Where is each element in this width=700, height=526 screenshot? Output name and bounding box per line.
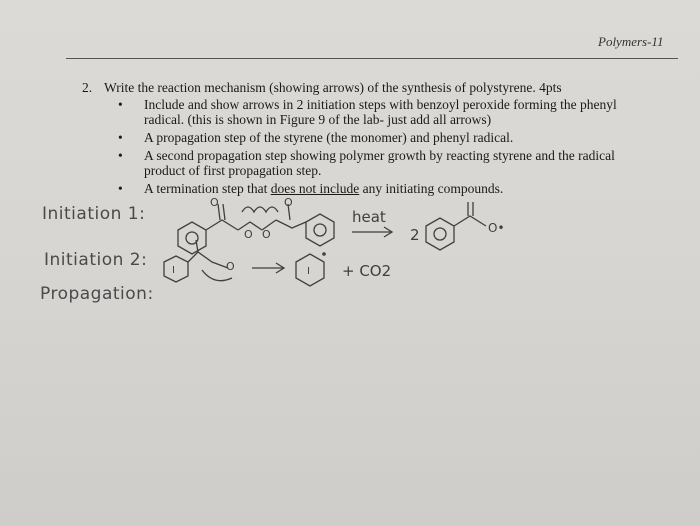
heat-arrow xyxy=(352,227,392,237)
bullet-dot: • xyxy=(118,181,123,196)
initiation-2-label: Initiation 2: xyxy=(44,250,148,270)
bullet-dot: • xyxy=(118,130,123,145)
ring-label: I xyxy=(172,265,175,276)
question-text: Write the reaction mechanism (showing arrows) of the synthesis of polystyrene. 4pts xyxy=(104,80,562,95)
oxygen-label: O xyxy=(226,260,235,273)
ring-label: I xyxy=(307,266,310,277)
radical-o-label: O• xyxy=(488,221,505,235)
underlined-phrase: does not include xyxy=(270,181,360,196)
benzoyl-peroxide-structure xyxy=(178,196,334,254)
coefficient-label: 2 xyxy=(410,226,420,244)
header-label: Polymers-11 xyxy=(598,34,664,49)
oxygen-label: O xyxy=(210,196,219,209)
heat-label: heat xyxy=(352,208,386,226)
bullet-text: A termination step that does not include any initiating compounds. xyxy=(144,181,504,196)
bullet-text: A second propagation step showing polymer growth by reacting styrene and the radical product of first propagation step. xyxy=(144,148,615,178)
oxygen-label: O xyxy=(244,228,253,241)
oxygen-label: O xyxy=(284,196,293,209)
benzene-ring xyxy=(426,218,454,250)
co2-label: + CO2 xyxy=(342,262,392,280)
question-number: 2. xyxy=(82,80,93,95)
bullet-text: Include and show arrows in 2 initiation steps with benzoyl peroxide forming the phenyl radical. (this is shown in Figure 9 of the lab- just add all arrows) xyxy=(144,97,617,127)
oxygen-label: O xyxy=(262,228,271,241)
bullet-dot: • xyxy=(118,97,123,112)
bullet-dot: • xyxy=(118,148,123,163)
initiation-1-label: Initiation 1: xyxy=(42,204,146,224)
bullet-text: A propagation step of the styrene (the monomer) and phenyl radical. xyxy=(144,130,514,145)
reaction-arrow xyxy=(252,263,284,273)
initiation-2-structures xyxy=(164,240,391,286)
propagation-label: Propagation: xyxy=(40,284,154,304)
